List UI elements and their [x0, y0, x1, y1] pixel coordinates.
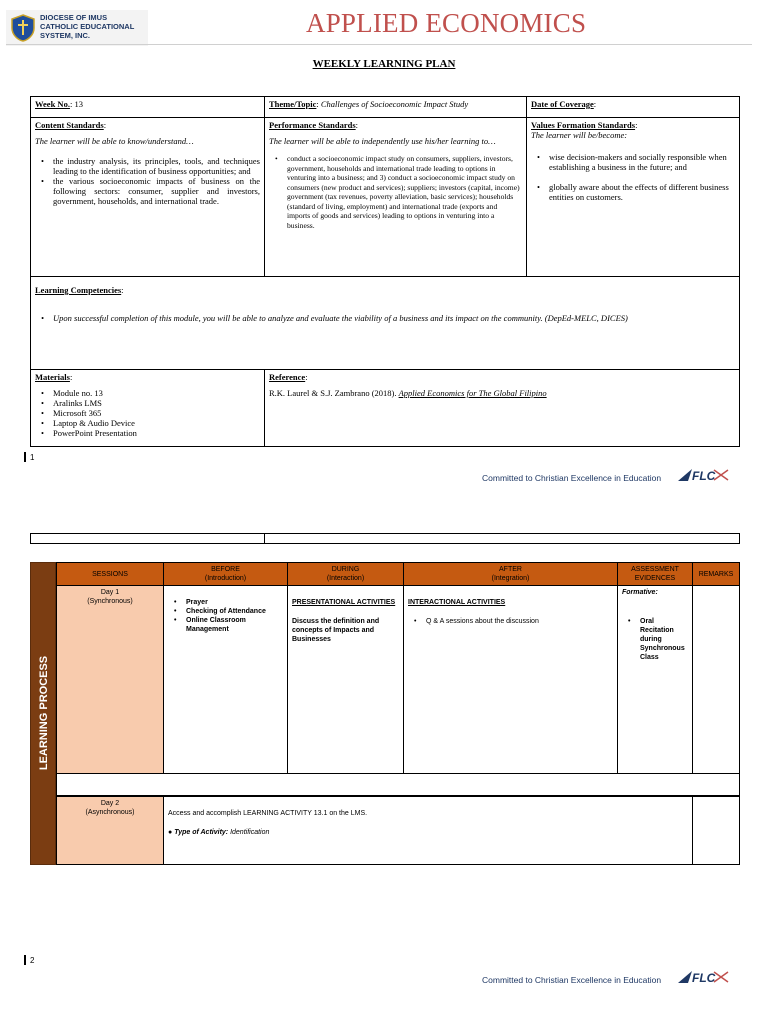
list-item: • PowerPoint Presentation — [35, 428, 260, 438]
performance-standards-intro: The learner will be able to independently use his/her learning to… — [269, 136, 496, 146]
day1-assessment-label: Formative: — [622, 589, 658, 596]
week-label: Week No. — [35, 99, 70, 109]
list-item: • Q & A sessions about the discussion — [408, 617, 613, 626]
org-line-1: DIOCESE OF IMUS — [40, 13, 108, 22]
day2-task-cell — [164, 796, 693, 865]
list-item: • Oral Recitation during Synchronous Class — [622, 617, 688, 662]
list-item: • Module no. 13 — [35, 388, 260, 398]
day1-remarks-cell — [693, 586, 740, 774]
materials-cell: Materials: • Module no. 13 • Aralinks LMS • Microsoft 365 • Laptop & Audio Device • PowerPoint Presentation — [31, 370, 265, 446]
date-label: Date of Coverage — [531, 99, 594, 109]
learning-competencies-label: Learning Competencies — [35, 285, 122, 295]
document-title: APPLIED ECONOMICS — [306, 8, 587, 38]
reference-label: Reference — [269, 372, 306, 382]
page-marker — [24, 955, 26, 965]
day2-task: Access and accomplish LEARNING ACTIVITY 13.1 on the LMS. — [168, 810, 368, 817]
values-standards-list — [531, 152, 735, 202]
page-number-1: 1 — [30, 453, 35, 462]
day1-mode: (Synchronous) — [87, 598, 133, 605]
week-cell — [31, 97, 265, 118]
motto-2: Committed to Christian Excellence in Education — [482, 975, 662, 985]
flc-logo-icon — [676, 967, 730, 987]
page-header — [6, 4, 756, 44]
motto-1: Committed to Christian Excellence in Education — [482, 473, 662, 483]
list-item: • the industry analysis, its principles, tools, and techniques leading to the identification of business opportunities; and — [35, 156, 260, 176]
content-standards-cell: Content Standards: The learner will be able to know/understand… • the industry analysis, its principles, tools, and techniques leading to the identification of business opportunities; and • the various socioeconomic impacts of business on the following sectors: consumer, supplier and investors, government, households, and international trade. — [31, 118, 265, 277]
day2-type-label: Type of Activity: — [174, 829, 229, 836]
day1-before-cell — [164, 586, 288, 774]
day1-label: Day 1 — [100, 589, 120, 596]
list-item: • wise decision-makers and socially responsible when establishing a business in the future; and — [531, 152, 735, 172]
header-assessment: ASSESSMENT EVIDENCES — [618, 562, 693, 586]
list-item: • Aralinks LMS — [35, 398, 260, 408]
performance-standards-list — [269, 154, 522, 230]
theme-value: Challenges of Socioeconomic Impact Study — [320, 99, 469, 109]
content-standards-label: Content Standards — [35, 120, 104, 130]
flc-text: FLC — [692, 971, 716, 985]
list-item: • Online Classroom Management — [168, 616, 283, 634]
spacer-row — [56, 774, 740, 796]
content-standards-intro: The learner will be able to know/understand… — [35, 136, 194, 146]
list-item: • globally aware about the effects of different business entities on customers. — [531, 182, 735, 202]
theme-label: Theme/Topic — [269, 99, 317, 109]
learning-competencies-cell: Learning Competencies: • Upon successful completion of this module, you will be able to analyze and evaluate the viability of a business and its impact on the community. (DepEd-MELC, DICES) — [31, 277, 739, 370]
list-item: • Microsoft 365 — [35, 408, 260, 418]
day1-before-list — [168, 598, 283, 634]
plan-title: WEEKLY LEARNING PLAN — [312, 58, 456, 70]
theme-cell: Theme/Topic: Challenges of Socioeconomic Impact Study — [265, 97, 527, 118]
performance-standards-label: Performance Standards — [269, 120, 356, 130]
header-divider — [6, 44, 752, 45]
day1-after-title: INTERACTIONAL ACTIVITIES — [408, 599, 506, 606]
values-standards-label: Values Formation Standards — [531, 120, 636, 130]
day2-session-cell — [56, 796, 164, 865]
values-standards-cell: Values Formation Standards: The learner will be/become: • wise decision-makers and socially responsible when establishing a business in the future; and • globally aware about the effects of different business entities on customers. — [527, 118, 739, 277]
list-item: • Checking of Attendance — [168, 607, 283, 616]
reference-book: Applied Economics for The Global Filipino — [398, 388, 547, 398]
list-item: • Upon successful completion of this module, you will be able to analyze and evaluate the viability of a business and its impact on the community. (DepEd-MELC, DICES) — [35, 313, 735, 323]
page-number-2: 2 — [30, 956, 35, 965]
date-cell: Date of Coverage: — [527, 97, 739, 118]
day1-during-title: PRESENTATIONAL ACTIVITIES — [292, 599, 396, 606]
materials-list — [35, 388, 260, 438]
day2-type-value: Identification — [230, 829, 270, 836]
list-item: • Laptop & Audio Device — [35, 418, 260, 428]
flc-logo-icon — [676, 465, 730, 485]
reference-cell: Reference: R.K. Laurel & S.J. Zambrano (2018). Applied Economics for The Global Filipino — [269, 372, 547, 398]
empty-table-row — [30, 533, 740, 544]
day1-after-cell — [404, 586, 618, 774]
seal-icon — [10, 14, 36, 42]
weekly-plan-table — [30, 96, 740, 447]
day1-session-cell — [56, 586, 164, 774]
flc-text: FLC — [692, 469, 716, 483]
list-item: • the various socioeconomic impacts of business on the following sectors: consumer, supplier and investors, government, households, and international trade. — [35, 176, 260, 206]
performance-standards-cell: Performance Standards: The learner will be able to independently use his/her learning to… • conduct a socioeconomic impact study on consumers, suppliers, investors, government, households and international trade leading to options in venturing into a business; and 3) conduct a socioeconomic impact study on consumers (new product and services); suppliers; investors (capital, income) government (tax revenues, poverty alleviation, basic services); households (standard of living, employment) and international trade (exports and imports of goods and services) leading to options in venturing into a business. — [265, 118, 527, 277]
reference-authors: R.K. Laurel & S.J. Zambrano (2018). — [269, 388, 399, 398]
list-item: • conduct a socioeconomic impact study on consumers, suppliers, investors, government, households and international trade leading to options in venturing into a business; and 3) conduct a socioeconomic impact study on consumers (new product and services); suppliers; investors (capital, income) government (tax revenues, poverty alleviation, basic services); households (standard of living, employment) and international trade (exports and imports of goods and services) leading to options in venturing into a business. — [269, 154, 522, 230]
page-marker — [24, 452, 26, 462]
day2-remarks-cell — [693, 796, 740, 865]
day2-label: Day 2 — [100, 800, 120, 807]
materials-label: Materials — [35, 372, 70, 382]
day2-type: ● Type of Activity: Identification — [168, 829, 270, 836]
header-sessions: SESSIONS — [56, 562, 164, 586]
day1-assessment-cell — [618, 586, 693, 774]
diocese-logo — [6, 10, 148, 46]
header-during: DURING (Interaction) — [288, 562, 404, 586]
header-before: BEFORE (Introduction) — [164, 562, 288, 586]
day1-assessment-list — [622, 617, 688, 662]
header-remarks: REMARKS — [693, 562, 740, 586]
learning-process-table — [30, 562, 740, 865]
list-item: • Prayer — [168, 598, 283, 607]
week-value: : 13 — [69, 99, 83, 109]
day1-after-list — [408, 617, 613, 626]
day2-mode: (Asynchronous) — [85, 809, 135, 816]
learning-process-side-label: LEARNING PROCESS — [30, 562, 56, 865]
day1-during-cell — [288, 586, 404, 774]
day1-during-text: Discuss the definition and concepts of Impacts and Businesses — [292, 618, 380, 643]
content-standards-list — [35, 156, 260, 206]
org-line-2: CATHOLIC EDUCATIONAL — [40, 22, 135, 31]
learning-competencies-list — [35, 313, 735, 323]
org-line-3: SYSTEM, INC. — [40, 31, 91, 40]
header-after: AFTER (Integration) — [404, 562, 618, 586]
values-standards-intro: The learner will be/become: — [531, 130, 628, 140]
